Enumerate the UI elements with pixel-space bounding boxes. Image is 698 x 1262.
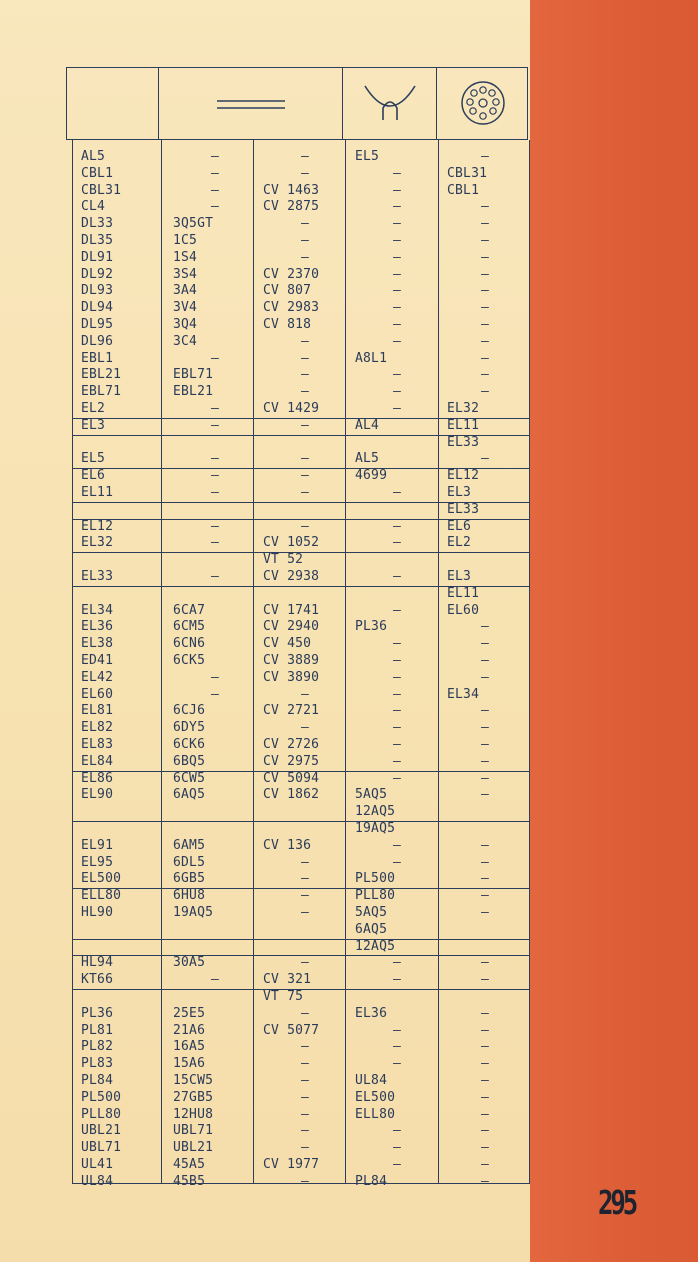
table-cell: – [393, 367, 402, 383]
table-cell: – [481, 283, 490, 299]
table-cell: 3S4 [173, 266, 198, 282]
table-cell: – [301, 888, 310, 904]
table-cell: – [393, 165, 402, 181]
table-cell: 6AQ5 [173, 787, 206, 803]
table-cell: 16A5 [173, 1039, 206, 1055]
table-header [66, 67, 528, 140]
table-cell: EL34 [447, 686, 480, 702]
table-cell: – [211, 686, 220, 702]
table-cell: – [301, 384, 310, 400]
column-divider [253, 140, 254, 1183]
table-cell: – [393, 653, 402, 668]
table-cell: – [393, 401, 402, 416]
table-cell: – [211, 417, 220, 433]
table-cell: CV 2938 [263, 569, 320, 584]
table-cell: – [481, 905, 490, 920]
table-cell: EBL71 [81, 384, 122, 400]
table-cell: EL12 [81, 518, 114, 534]
table-cell: EL2 [81, 401, 106, 416]
orange-side-band [530, 0, 698, 1262]
table-cell: – [393, 384, 402, 400]
table-cell: – [301, 417, 310, 433]
table-cell: UL84 [81, 1173, 114, 1189]
table-cell: DL92 [81, 266, 114, 282]
table-cell: – [211, 401, 220, 416]
table-cell: – [211, 451, 220, 467]
table-cell: CBL1 [81, 165, 114, 181]
table-cell: – [481, 1123, 490, 1139]
table-cell: – [301, 720, 310, 736]
table-cell: – [393, 569, 402, 584]
column-divider [438, 140, 439, 1183]
column-divider [345, 140, 346, 1183]
table-cell: 3V4 [173, 300, 198, 316]
table-cell: – [481, 703, 490, 719]
table-cell: EL5 [355, 149, 380, 164]
table-cell: – [481, 720, 490, 736]
table-cell: PL82 [81, 1039, 114, 1055]
table-cell: 1S4 [173, 249, 198, 265]
table-cell: – [211, 350, 220, 366]
table-cell: – [393, 1140, 402, 1156]
table-cell: EL33 [447, 434, 480, 450]
table-cell: PL500 [81, 1089, 122, 1105]
header-filament-cell [343, 68, 437, 139]
table-cell: 6CN6 [173, 636, 206, 652]
table-cell: – [211, 199, 220, 215]
table-cell: – [481, 1089, 490, 1105]
table-cell: EL84 [81, 753, 114, 769]
table-cell: CV 807 [263, 283, 312, 299]
table-cell: – [301, 1089, 310, 1105]
table-cell: 6HU8 [173, 888, 206, 904]
table-cell: PL81 [81, 1022, 114, 1038]
table-cell: CV 5094 [263, 770, 320, 786]
table-cell: – [481, 249, 490, 265]
table-cell: 19AQ5 [355, 821, 396, 836]
table-cell: – [393, 636, 402, 652]
table-cell: CL4 [81, 199, 106, 215]
table-cell: EL60 [447, 602, 480, 618]
table-cell: 6DY5 [173, 720, 206, 736]
table-cell: – [393, 233, 402, 248]
table-cell: 6BQ5 [173, 753, 206, 769]
table-cell: PL500 [355, 871, 396, 887]
table-cell: EL82 [81, 720, 114, 736]
table-cell: 6CA7 [173, 602, 206, 618]
table-cell: – [301, 485, 310, 500]
table-cell: EL60 [81, 686, 114, 702]
table-cell: EL12 [447, 468, 480, 484]
table-cell: – [393, 854, 402, 870]
table-cell: – [393, 182, 402, 198]
table-cell: – [393, 333, 402, 349]
table-cell: – [393, 703, 402, 719]
table-cell: EL3 [81, 417, 106, 433]
table-cell: – [393, 669, 402, 685]
table-cell: HL94 [81, 955, 114, 971]
table-cell: – [481, 384, 490, 400]
table-cell: – [481, 317, 490, 332]
table-cell: – [393, 300, 402, 316]
table-cell: HL90 [81, 905, 114, 920]
table-cell: EL38 [81, 636, 114, 652]
table-cell: – [393, 535, 402, 551]
table-cell: EBL71 [173, 367, 214, 383]
table-cell: – [393, 518, 402, 534]
table-cell: – [481, 854, 490, 870]
table-cell: EL36 [355, 1005, 388, 1021]
table-cell: – [211, 535, 220, 551]
table-cell: EL91 [81, 837, 114, 853]
table-cell: – [393, 737, 402, 752]
table-cell: EL33 [81, 569, 114, 584]
table-cell: – [393, 1022, 402, 1038]
table-cell: EL11 [81, 485, 114, 500]
table-cell: – [481, 653, 490, 668]
table-cell: UBL21 [173, 1140, 214, 1156]
table-cell: CV 1429 [263, 401, 320, 416]
table-cell: – [481, 1056, 490, 1072]
table-cell: PL36 [355, 619, 388, 635]
table-cell: CBL31 [81, 182, 122, 198]
table-cell: 45A5 [173, 1157, 206, 1172]
table-cell: 45B5 [173, 1173, 206, 1189]
table-cell: – [301, 367, 310, 383]
table-cell: EL500 [355, 1089, 396, 1105]
table-cell: – [481, 770, 490, 786]
table-cell: UL84 [355, 1073, 388, 1088]
table-cell: 6AM5 [173, 837, 206, 853]
table-cell: – [301, 468, 310, 484]
group-separator [73, 939, 529, 940]
table-cell: – [301, 1140, 310, 1156]
table-cell: CV 2875 [263, 199, 320, 215]
table-cell: EL95 [81, 854, 114, 870]
table-cell: 27GB5 [173, 1089, 214, 1105]
table-cell: PL83 [81, 1056, 114, 1072]
table-cell: 1C5 [173, 233, 198, 248]
table-cell: – [481, 1173, 490, 1189]
table-cell: – [481, 451, 490, 467]
table-cell: CV 1463 [263, 182, 320, 198]
table-cell: DL96 [81, 333, 114, 349]
table-cell: EL34 [81, 602, 114, 618]
table-cell: CV 321 [263, 972, 312, 988]
table-cell: EL11 [447, 585, 480, 601]
header-equivalent-cell [159, 68, 343, 139]
table-cell: – [301, 1173, 310, 1189]
table-cell: CV 2975 [263, 753, 320, 769]
valve-equivalents-table [72, 140, 530, 1189]
table-cell: – [301, 216, 310, 232]
table-cell: DL93 [81, 283, 114, 299]
table-cell: – [301, 350, 310, 366]
table-cell: – [481, 787, 490, 803]
table-cell: UL41 [81, 1157, 114, 1172]
table-cell: 6GB5 [173, 871, 206, 887]
table-cell: – [393, 266, 402, 282]
table-cell: 5AQ5 [355, 905, 388, 920]
table-cell: CV 3890 [263, 669, 320, 685]
table-cell: EL5 [81, 451, 106, 467]
table-cell: EL32 [81, 535, 114, 551]
table-cell: – [481, 149, 490, 164]
table-cell: 4699 [355, 468, 388, 484]
table-cell: UBL21 [81, 1123, 122, 1139]
table-cell: – [393, 720, 402, 736]
table-cell: – [393, 485, 402, 500]
table-cell: EL11 [447, 417, 480, 433]
table-cell: DL33 [81, 216, 114, 232]
table-cell: – [211, 518, 220, 534]
table-cell: – [301, 1005, 310, 1021]
table-cell: AL5 [355, 451, 380, 467]
table-cell: EL42 [81, 669, 114, 685]
table-cell: EL2 [447, 535, 472, 551]
table-cell: 6DL5 [173, 854, 206, 870]
table-cell: ELL80 [81, 888, 122, 904]
table-cell: – [481, 972, 490, 988]
table-cell: – [393, 1157, 402, 1172]
table-cell: – [481, 1157, 490, 1172]
table-cell: – [393, 1039, 402, 1055]
table-cell: – [211, 669, 220, 685]
table-cell: – [481, 367, 490, 383]
table-cell: 3Q4 [173, 317, 198, 332]
table-cell: DL95 [81, 317, 114, 332]
table-cell: VT 52 [263, 552, 304, 568]
table-cell: CV 136 [263, 837, 312, 853]
table-cell: – [481, 871, 490, 887]
table-cell: – [301, 451, 310, 467]
table-cell: PL84 [81, 1073, 114, 1088]
table-cell: – [301, 333, 310, 349]
table-cell: – [211, 468, 220, 484]
table-cell: – [481, 199, 490, 215]
table-cell: CV 2983 [263, 300, 320, 316]
table-cell: – [301, 854, 310, 870]
table-cell: EBL1 [81, 350, 114, 366]
table-cell: 30A5 [173, 955, 206, 971]
table-cell: 6CW5 [173, 770, 206, 786]
table-cell: – [301, 165, 310, 181]
table-cell: 15CW5 [173, 1073, 214, 1088]
table-cell: UBL71 [173, 1123, 214, 1139]
table-cell: CBL1 [447, 182, 480, 198]
table-cell: – [481, 955, 490, 971]
valve-base-pins-icon [437, 68, 529, 139]
table-cell: 3Q5GT [173, 216, 214, 232]
table-cell: 12AQ5 [355, 804, 396, 820]
table-cell: A8L1 [355, 350, 388, 366]
table-cell: CBL31 [447, 165, 488, 181]
table-cell: EL90 [81, 787, 114, 803]
table-cell: 6CK5 [173, 653, 206, 668]
table-cell: – [393, 249, 402, 265]
table-cell: AL5 [81, 149, 106, 164]
table-cell: – [393, 955, 402, 971]
table-cell: 3A4 [173, 283, 198, 299]
table-cell: PL84 [355, 1173, 388, 1189]
table-cell: EL3 [447, 485, 472, 500]
table-cell: – [481, 216, 490, 232]
table-cell: 25E5 [173, 1005, 206, 1021]
table-cell: – [211, 569, 220, 584]
table-cell: 6CK6 [173, 737, 206, 752]
table-cell: – [301, 871, 310, 887]
table-cell: CV 2726 [263, 737, 320, 752]
table-cell: ELL80 [355, 1106, 396, 1122]
table-cell: EL81 [81, 703, 114, 719]
table-cell: 19AQ5 [173, 905, 214, 920]
table-cell: CV 1977 [263, 1157, 320, 1172]
table-cell: – [481, 619, 490, 635]
table-cell: – [301, 1106, 310, 1122]
table-cell: EL36 [81, 619, 114, 635]
table-cell: – [393, 199, 402, 215]
table-cell: EL83 [81, 737, 114, 752]
header-type-cell [67, 68, 159, 139]
table-cell: – [393, 216, 402, 232]
table-cell: EBL21 [81, 367, 122, 383]
table-cell: – [481, 1073, 490, 1088]
header-base-cell [437, 68, 529, 139]
table-cell: 21A6 [173, 1022, 206, 1038]
table-cell: 12HU8 [173, 1106, 214, 1122]
table-cell: CV 2370 [263, 266, 320, 282]
table-cell: – [301, 1073, 310, 1088]
table-cell: – [301, 686, 310, 702]
table-cell: – [393, 283, 402, 299]
column-divider [161, 140, 162, 1183]
table-cell: – [301, 149, 310, 164]
table-cell: – [481, 669, 490, 685]
table-cell: – [393, 602, 402, 618]
table-cell: – [481, 266, 490, 282]
table-cell: – [481, 753, 490, 769]
table-cell: – [481, 333, 490, 349]
table-cell: 12AQ5 [355, 938, 396, 954]
table-cell: – [481, 888, 490, 904]
table-cell: – [211, 972, 220, 988]
table-cell: – [393, 1056, 402, 1072]
table-cell: – [481, 233, 490, 248]
table-cell: – [393, 317, 402, 332]
table-cell: – [211, 165, 220, 181]
table-cell: DL94 [81, 300, 114, 316]
table-cell: CV 3889 [263, 653, 320, 668]
table-cell: 5AQ5 [355, 787, 388, 803]
table-cell: – [301, 955, 310, 971]
table-cell: – [481, 1005, 490, 1021]
table-cell: – [393, 837, 402, 853]
table-cell: CV 2940 [263, 619, 320, 635]
table-cell: CV 2721 [263, 703, 320, 719]
table-cell: – [301, 1039, 310, 1055]
table-cell: EL33 [447, 501, 480, 517]
table-cell: AL4 [355, 417, 380, 433]
table-cell: DL91 [81, 249, 114, 265]
table-cell: – [481, 350, 490, 366]
table-cell: CV 1862 [263, 787, 320, 803]
table-cell: – [211, 485, 220, 500]
table-cell: – [481, 737, 490, 752]
table-cell: 6CJ6 [173, 703, 206, 719]
table-cell: – [211, 182, 220, 198]
table-cell: EBL21 [173, 384, 214, 400]
table-cell: EL500 [81, 871, 122, 887]
table-cell: – [211, 149, 220, 164]
table-cell: CV 450 [263, 636, 312, 652]
table-cell: – [481, 1022, 490, 1038]
group-separator [73, 821, 529, 822]
table-cell: – [301, 905, 310, 920]
table-cell: 6AQ5 [355, 921, 388, 937]
table-cell: CV 1741 [263, 602, 320, 618]
table-cell: CV 5077 [263, 1022, 320, 1038]
table-cell: EL6 [81, 468, 106, 484]
table-cell: PLL80 [81, 1106, 122, 1122]
table-cell: PLL80 [355, 888, 396, 904]
table-cell: – [481, 1140, 490, 1156]
table-cell: EL3 [447, 569, 472, 584]
table-cell: EL6 [447, 518, 472, 534]
table-cell: DL35 [81, 233, 114, 248]
table-cell: – [481, 837, 490, 853]
filament-symbol-icon [343, 68, 437, 139]
table-cell: ED41 [81, 653, 114, 668]
equivalent-lines-icon [159, 68, 343, 139]
table-cell: – [393, 686, 402, 702]
table-cell: EL32 [447, 401, 480, 416]
table-cell: 15A6 [173, 1056, 206, 1072]
table-cell: – [481, 300, 490, 316]
table-cell: – [301, 1123, 310, 1139]
table-cell: – [393, 770, 402, 786]
table-cell: – [301, 1056, 310, 1072]
table-cell: – [301, 233, 310, 248]
table-cell: PL36 [81, 1005, 114, 1021]
table-cell: EL86 [81, 770, 114, 786]
table-cell: UBL71 [81, 1140, 122, 1156]
table-cell: CV 1052 [263, 535, 320, 551]
table-cell: – [481, 1039, 490, 1055]
table-cell: – [393, 972, 402, 988]
table-cell: VT 75 [263, 989, 304, 1004]
table-cell: 6CM5 [173, 619, 206, 635]
table-cell: KT66 [81, 972, 114, 988]
table-cell: CV 818 [263, 317, 312, 332]
table-cell: – [481, 636, 490, 652]
table-cell: 3C4 [173, 333, 198, 349]
table-cell: – [301, 518, 310, 534]
table-cell: – [393, 753, 402, 769]
table-cell: – [301, 249, 310, 265]
page-number: 295 [598, 1183, 636, 1222]
table-cell: – [393, 1123, 402, 1139]
table-cell: – [481, 1106, 490, 1122]
